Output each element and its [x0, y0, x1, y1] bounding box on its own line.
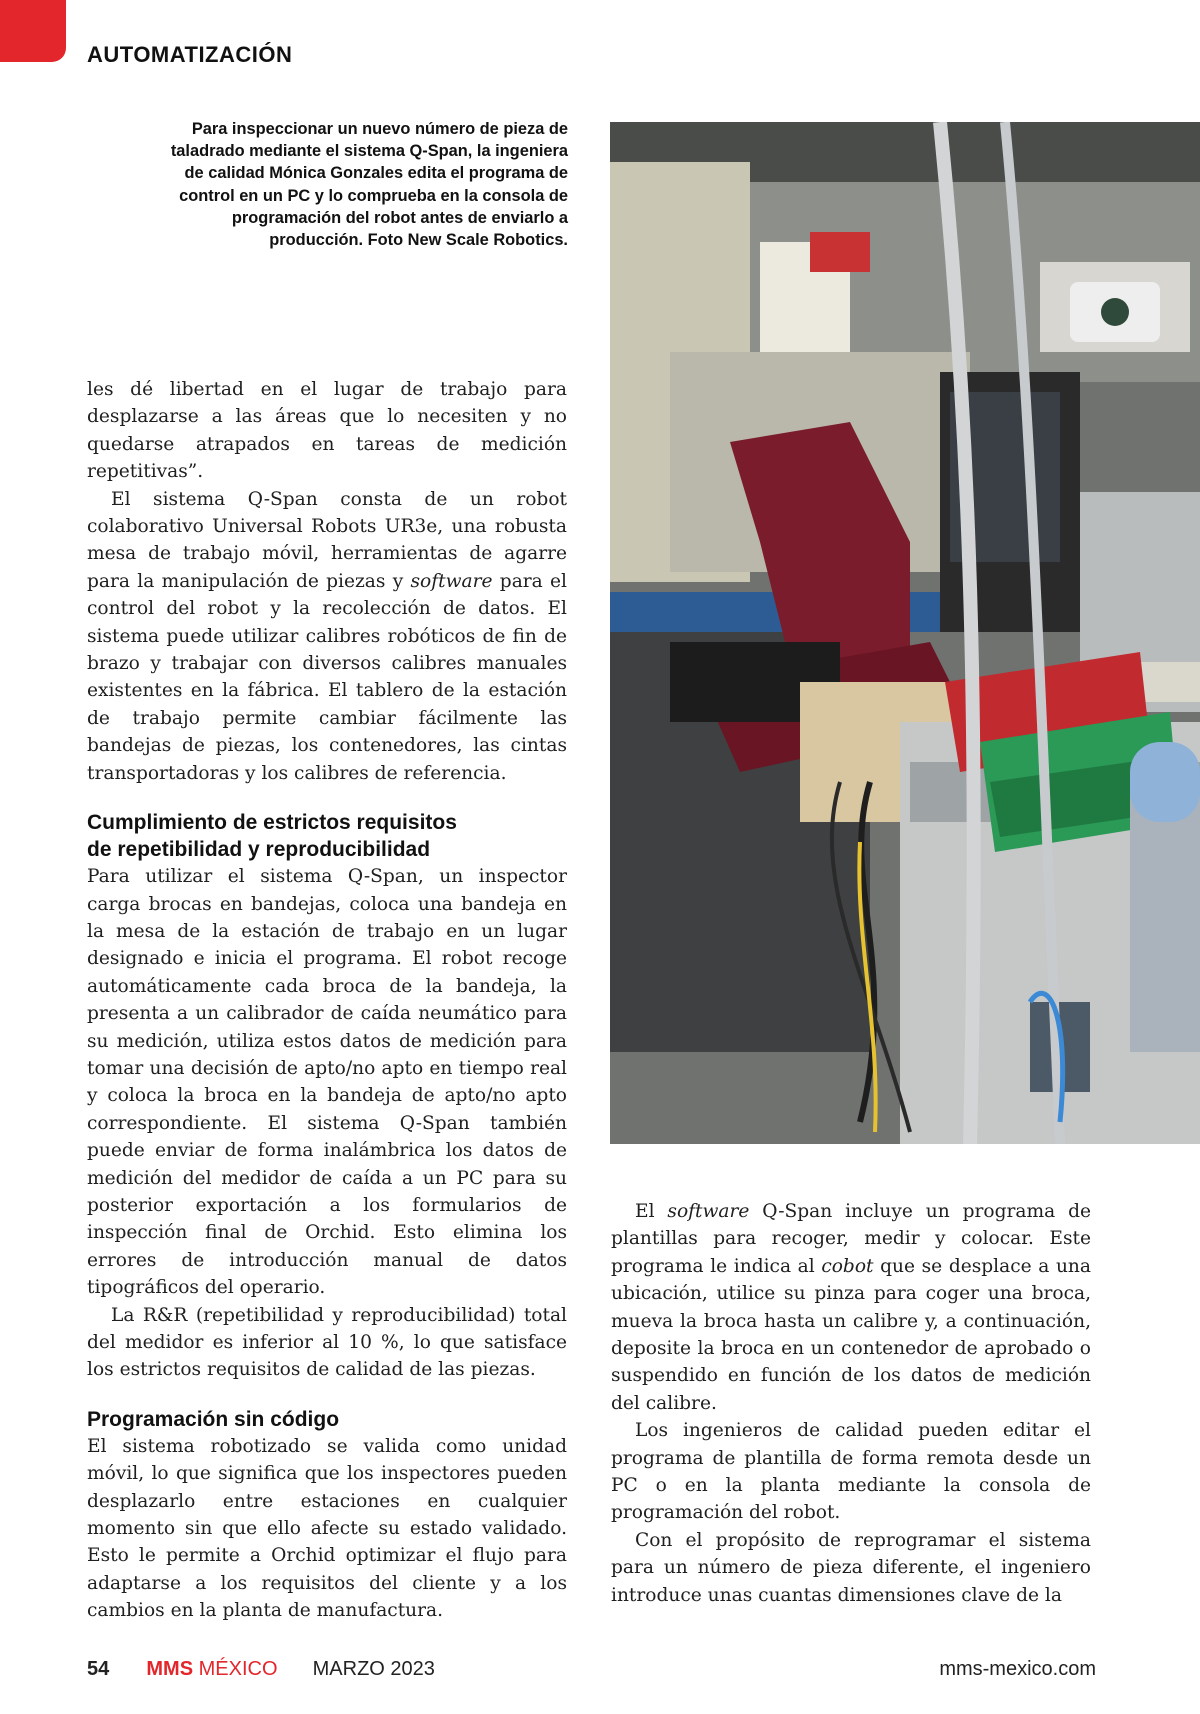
right-text-column: [611, 1198, 1091, 1609]
paragraph: La R&R (repetibilidad y reproducibilidad) total del medidor es inferior al 10 %, lo que satisface los estrictos requisitos de calidad de las piezas.: [87, 1304, 567, 1381]
factory-photo: [610, 122, 1200, 1144]
paragraph: les dé libertad en el lugar de trabajo para desplazarse a las áreas que lo necesiten y no quedarse atrapados en tareas de medición repetitivas”.: [87, 379, 567, 483]
paragraph: El sistema Q-Span consta de un robot colaborativo Universal Robots UR3e, una robusta mesa de trabajo móvil, herramientas de agarre para la manipulación de piezas y software para el control del robot y la recolección de datos. El sistema puede utilizar calibres robóticos de fin de brazo y trabajar con diversos calibres manuales existentes en la fábrica. El tablero de la estación de trabajo permite cambiar fácilmente las bandejas de piezas, los contenedores, las cintas transportadoras y los calibres de referencia.: [87, 488, 567, 784]
footer-left: [87, 1658, 435, 1681]
footer-website: mms-mexico.com: [939, 1658, 1096, 1680]
paragraph: Los ingenieros de calidad pueden editar el programa de plantilla de forma remota desde un PC o en la planta mediante la consola de programación del robot.: [611, 1420, 1091, 1524]
section-label: AUTOMATIZACIÓN: [87, 42, 293, 67]
section-heading: Cumplimiento de estrictos requisitos de repetibilidad y reproducibilidad: [87, 811, 457, 862]
paragraph: Con el propósito de reprogramar el sistema para un número de pieza diferente, el ingeniero introduce unas cuantas dimensiones clave de la: [611, 1529, 1091, 1606]
magazine-brand: MMS: [146, 1658, 194, 1680]
paragraph: El sistema robotizado se valida como unidad móvil, lo que significa que los inspectores pueden desplazarlo entre estaciones en cualquier momento sin que ello afecte su estado validado. Esto le permite a Orchid optimizar el flujo para adaptarse a los requisitos del cliente y a los cambios en la planta de manufactura.: [87, 1435, 567, 1622]
photo-caption: Para inspeccionar un nuevo número de pieza de taladrado mediante el sistema Q-Span, la ingeniera de calidad Mónica Gonzales edita el programa de control en un PC y lo comprueba en la consola de programación del robot antes de enviarlo a producción. Foto New Scale Robotics.: [170, 120, 568, 250]
page-number: 54: [87, 1658, 110, 1680]
section-heading: Programación sin código: [87, 1407, 340, 1431]
paragraph: Para utilizar el sistema Q-Span, un inspector carga brocas en bandejas, coloca una bandeja en la mesa de la estación de trabajo en un lugar designado e inicia el programa. El robot recoge automáticamente cada broca de la bandeja, la presenta a un calibrador de caída neumático para su medición, utiliza estos datos de medición para tomar una decisión de apto/no apto en tiempo real y coloca la broca en la bandeja de apto/no apto correspondiente. El sistema Q-Span también puede enviar de forma inalámbrica los datos de medición del medidor de caída a un PC para su posterior exportación a los formularios de inspección final de Orchid. Esto elimina los errores de introducción manual de datos tipográficos del operario.: [87, 866, 567, 1299]
section-color-tab: [0, 0, 66, 62]
left-text-column: [87, 376, 567, 1625]
paragraph: El software Q-Span incluye un programa de plantillas para recoger, medir y colocar. Este programa le indica al cobot que se desplace a una ubicación, utilice su pinza para coger una broca, mueva la broca hasta un calibre y, a continuación, deposite la broca en un contenedor de aprobado o suspendido en función de los datos de medición del calibre.: [611, 1201, 1091, 1414]
magazine-brand-country: MÉXICO: [198, 1658, 278, 1680]
issue-date: MARZO 2023: [312, 1658, 435, 1680]
